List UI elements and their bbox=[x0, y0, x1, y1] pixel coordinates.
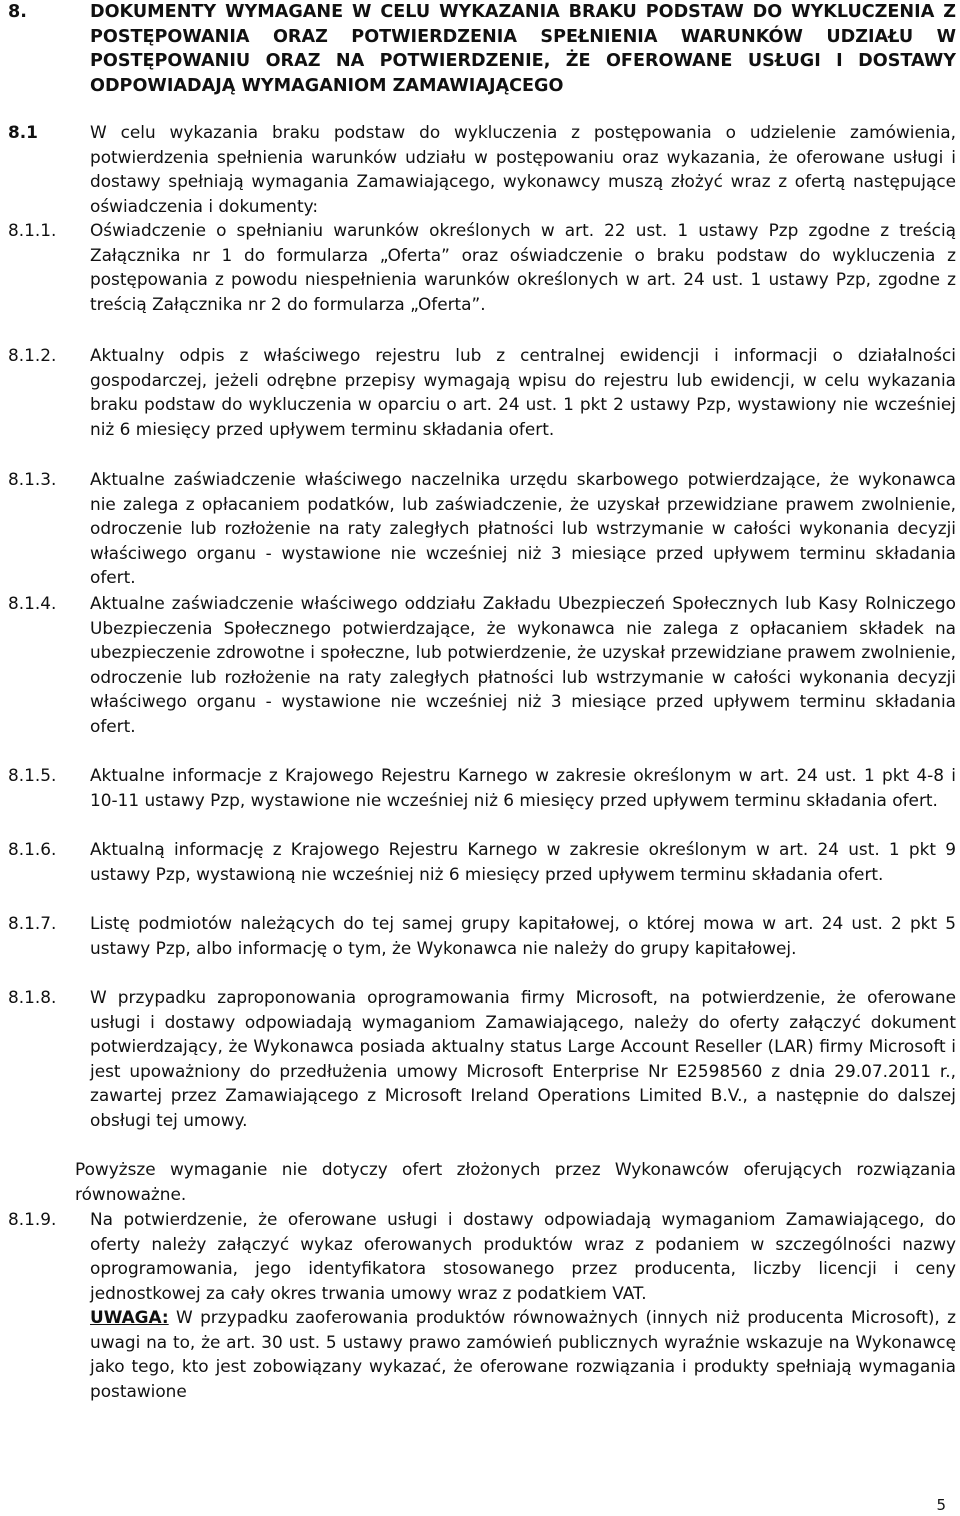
list-item bbox=[8, 120, 956, 218]
item-label: 8.1 bbox=[8, 122, 38, 142]
item-note: Powyższe wymaganie nie dotyczy ofert złożonych przez Wykonawców oferujących rozwiązania równoważne. bbox=[75, 1159, 956, 1204]
item-label: 8.1.7. bbox=[8, 913, 57, 933]
item-text: Listę podmiotów należących do tej samej grupy kapitałowej, o której mowa w art. 24 ust. 2 pkt 5 ustawy Pzp, albo informację o tym, że Wykonawca nie należy do grupy kapitałowej. bbox=[90, 913, 956, 958]
list-item bbox=[8, 591, 956, 763]
item-label: 8.1.1. bbox=[8, 220, 57, 240]
list-item bbox=[8, 985, 956, 1157]
item-label: 8.1.9. bbox=[8, 1209, 57, 1229]
item-body bbox=[90, 1207, 956, 1403]
item-text: Aktualny odpis z właściwego rejestru lub z centralnej ewidencji i informacji o działalności gospodarczej, jeżeli odrębne przepisy wymagają wpisu do rejestru lub ewidencji, w celu wykazania braku podstaw do wykluczenia w oparciu o art. 24 ust. 1 pkt 2 ustawy Pzp, wystawiony nie wcześniej niż 6 miesięcy przed upływem terminu składania ofert. bbox=[90, 345, 956, 439]
section-number: 8. bbox=[8, 2, 27, 22]
item-text: Aktualne zaświadczenie właściwego naczelnika urzędu skarbowego potwierdzające, że wykonawca nie zalega z opłacaniem podatków, lub zaświadczenie, że uzyskał przewidziane prawem zwolnienie, odroczenie lub rozłożenie na raty zaległych płatności lub wstrzymanie w całości wykonania decyzji właściwego organu - wystawione nie wcześniej niż 3 miesiące przed upływem terminu składania ofert. bbox=[90, 469, 956, 587]
item-text: Na potwierdzenie, że oferowane usługi i dostawy odpowiadają wymaganiom Zamawiającego, do oferty należy załączyć wykaz oferowanych produktów wraz z podaniem w szczególności nazwy oprogramowania, jego identyfikatora stosowanego przez producenta, liczby licencji i ceny jednostkowej za cały okres trwania umowy wraz z podatkiem VAT. bbox=[90, 1209, 956, 1303]
list-item bbox=[8, 218, 956, 343]
item-label: 8.1.6. bbox=[8, 839, 57, 859]
item-label: 8.1.2. bbox=[8, 345, 57, 365]
item-text: Oświadczenie o spełnianiu warunków określonych w art. 22 ust. 1 ustawy Pzp zgodne z treścią Załącznika nr 1 do formularza „Oferta” oraz oświadczenie o braku podstaw do wykluczenia z postępowania z powodu niespełnienia warunków określonych w art. 24 ust. 1 ustawy Pzp, zgodne z treścią Załącznika nr 2 do formularza „Oferta”. bbox=[90, 220, 956, 314]
item-text: W przypadku zaproponowania oprogramowania firmy Microsoft, na potwierdzenie, że oferowane usługi i dostawy odpowiadają wymaganiom Zamawiającego, należy do oferty załączyć dokument potwierdzający, że Wykonawca posiada aktualny status Large Account Reseller (LAR) firmy Microsoft i jest upoważniony do przedłużenia umowy Microsoft Enterprise Nr E2598560 z dnia 29.07.2011 r., zawartej przez Zamawiającego z Microsoft Ireland Operations Limited B.V., a następnie do dalszej obsługi tej umowy. bbox=[90, 987, 956, 1130]
list-item bbox=[8, 837, 956, 911]
item-label: 8.1.8. bbox=[8, 987, 57, 1007]
warning-paragraph bbox=[90, 1305, 956, 1403]
item-text: Aktualną informację z Krajowego Rejestru Karnego w zakresie określonym w art. 24 ust. 1 pkt 9 ustawy Pzp, wystawioną nie wcześniej niż 6 miesięcy przed upływem terminu składania ofert. bbox=[90, 839, 956, 884]
item-label: 8.1.5. bbox=[8, 765, 57, 785]
requirements-list bbox=[8, 120, 956, 1403]
list-item bbox=[8, 343, 956, 467]
section-title: DOKUMENTY WYMAGANE W CELU WYKAZANIA BRAKU PODSTAW DO WYKLUCZENIA Z POSTĘPOWANIA ORAZ POTWIERDZENIA SPEŁNIENIA WARUNKÓW UDZIAŁU W POSTĘPOWANIU ORAZ NA POTWIERDZENIE, ŻE OFEROWANE USŁUGI I DOSTAWY ODPOWIADAJĄ WYMAGANIOM ZAMAWIAJĄCEGO bbox=[90, 2, 956, 96]
item-label: 8.1.4. bbox=[8, 593, 57, 613]
section-heading bbox=[8, 0, 956, 98]
list-item bbox=[8, 1207, 956, 1403]
warning-text: W przypadku zaoferowania produktów równoważnych (innych niż producenta Microsoft), z uwagi na to, że art. 30 ust. 5 ustawy prawo zamówień publicznych wyraźnie wskazuje na Wykonawcę jako tego, kto jest zobowiązany wykazać, że oferowane rozwiązania i produkty spełniają wymagania postawione bbox=[90, 1307, 956, 1401]
list-item bbox=[8, 911, 956, 985]
page-number: 5 bbox=[936, 1496, 946, 1514]
list-item bbox=[8, 467, 956, 591]
item-text: W celu wykazania braku podstaw do wykluczenia z postępowania o udzielenie zamówienia, potwierdzenia spełnienia warunków udziału w postępowaniu oraz wykazania, że oferowane usługi i dostawy spełniają wymagania Zamawiającego, wykonawcy muszą złożyć wraz z ofertą następujące oświadczenia i dokumenty: bbox=[90, 122, 956, 216]
item-label: 8.1.3. bbox=[8, 469, 57, 489]
item-text: Aktualne zaświadczenie właściwego oddziału Zakładu Ubezpieczeń Społecznych lub Kasy Rolniczego Ubezpieczenia Społecznego potwierdzające, że wykonawca nie zalega z opłacaniem składek na ubezpieczenie zdrowotne i społeczne, lub potwierdzenie, że uzyskał przewidziane prawem zwolnienie, odroczenie lub rozłożenie na raty zaległych płatności lub wstrzymanie w całości wykonania decyzji właściwego organu - wystawione nie wcześniej niż 3 miesiące przed upływem terminu składania ofert. bbox=[90, 593, 956, 736]
item-text: Aktualne informacje z Krajowego Rejestru Karnego w zakresie określonym w art. 24 ust. 1 pkt 4-8 i 10-11 ustawy Pzp, wystawione nie wcześniej niż 6 miesięcy przed upływem terminu składania ofert. bbox=[90, 765, 956, 810]
list-item bbox=[8, 763, 956, 837]
warning-label: UWAGA: bbox=[90, 1307, 169, 1327]
